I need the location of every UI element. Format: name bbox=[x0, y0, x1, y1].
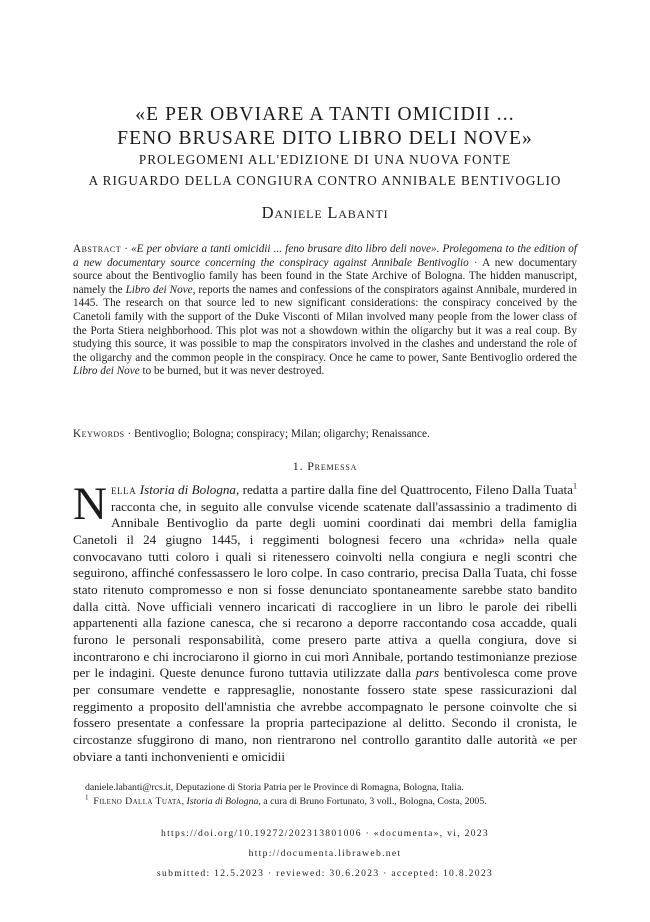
footnote-ref-1[interactable]: 1 bbox=[573, 481, 577, 491]
footnote-title: Istoria di Bologna bbox=[186, 796, 259, 807]
footnote-text: , a cura di Bruno Fortunato, 3 voll., Bologna, Costa, 2005. bbox=[258, 796, 487, 807]
body-text-c: bentivolesca come prove per consumare vendette e rappresaglie, nonostante fossero state spese rassicurazioni dal reggimento a proposito dell'amnistia che avrebbe accompagnato le persone coinvolte che si fossero presentate a confessare la propria partecipazione al delitto. Secondo il cronista, le circostanze sfuggirono di mano, non rientrarono nel controllo garantito dalle autorità «e per obviare a tanti inchonvenienti e omicidii bbox=[73, 665, 578, 764]
article-subtitle-line-1: PROLEGOMENI ALL'EDIZIONE DI UNA NUOVA FONTE bbox=[138, 152, 512, 167]
footer-dates: submitted: 12.5.2023 · reviewed: 30.6.2023 · accepted: 10.8.2023 bbox=[156, 868, 494, 879]
footnote-1 bbox=[73, 795, 577, 809]
abstract-italic-c: Libro dei Nove bbox=[73, 365, 140, 378]
body-italic-title: Istoria di Bologna bbox=[136, 482, 236, 497]
body-first-word-rest: ella bbox=[110, 482, 137, 497]
footnote-sep: , bbox=[181, 796, 187, 807]
abstract-translated-title: «E per obviare a tanti omicidii ... feno brusare dito libro deli nove». Prolegomena to the edition of a new documentary source concerning the conspiracy against Annibale Bentivoglio bbox=[73, 243, 577, 269]
body-text-b: racconta che, in seguito alle convulse vicende scatenate dall'assassinio a tradimento di Annibale Bentivoglio da parte degli uomini coordinati dai membri della famiglia Canetoli il 24 giugno 1445, i reggimenti bolognesi fecero una «chrida» nella quale convocavano tutti coloro i quali si ritenessero coinvolti nella congiura e negli scontri che seguirono, affinché confessassero le loro colpe. In caso contrario, precisa Dalla Tuata, chi fosse stato ritenuto compromesso e non si fosse denunciato spontaneamente sarebbe stato bandito dalla città. Nove ufficiali vennero incaricati di raccogliere in un libro le parole dei ribelli appartenenti alla fazione canesca, che si recarono a deporre raccontando cosa accadde, quali furono le personali responsabilità, come presero parte attiva a quella congiura, dove si incontrarono e chi incrociarono il giorno in cui morì Annibale, portando testimonianze preziose per le indagini. Queste denunce furono tuttavia utilizzate dalla bbox=[73, 498, 577, 681]
abstract-text-a: · A new documentary source about the Bentivoglio family has been found in the State Archive of Bologna. The hidden manuscript, namely the bbox=[73, 256, 577, 296]
section-heading bbox=[0, 460, 650, 472]
keywords bbox=[73, 428, 577, 442]
article-title-line-2: FENO BRUSARE DITO LIBRO DELI NOVE» bbox=[117, 128, 533, 149]
section-number: 1. bbox=[292, 459, 308, 473]
body-italic-pars: pars bbox=[415, 665, 440, 681]
article-title-line-1: «E PER OBVIARE A TANTI OMICIDII ... bbox=[135, 104, 515, 125]
keywords-label: Keywords bbox=[73, 428, 125, 440]
article-subtitle-line-2: A RIGUARDO DELLA CONGIURA CONTRO ANNIBALE BENTIVOGLIO bbox=[88, 173, 562, 188]
footnotes bbox=[73, 781, 577, 809]
body-text-a: , redatta a partire dalla fine del Quattrocento, Fileno Dalla Tuata bbox=[235, 482, 573, 497]
author-name bbox=[0, 205, 650, 222]
body-text bbox=[73, 478, 578, 765]
footer-url[interactable]: http://documenta.libraweb.net bbox=[248, 848, 402, 859]
abstract-label: Abstract bbox=[73, 243, 122, 255]
abstract bbox=[73, 243, 577, 379]
keywords-text: · Bentivoglio; Bologna; conspiracy; Milan; oligarchy; Renaissance. bbox=[124, 428, 430, 440]
footer-doi[interactable]: https://doi.org/10.19272/202313801006 · «documenta», vi, 2023 bbox=[160, 828, 489, 839]
abstract-text-c: to be burned, but it was never destroyed. bbox=[139, 365, 325, 378]
author-affiliation: daniele.labanti@rcs.it, Deputazione di Storia Patria per le Province di Romagna, Bologna, Italia. bbox=[85, 782, 464, 793]
footnote-author: Fileno Dalla Tuata bbox=[93, 796, 182, 807]
drop-cap: N bbox=[73, 478, 107, 530]
section-title: Premessa bbox=[307, 459, 358, 473]
abstract-text-b: reports the names and confessions of the conspirators against Annibale, murdered in 1445. The research on that source led to new significant considerations: the conspiracy conceived by the Canetoli family with the support of the Duke Visconti of Milan involved many people from the lower class of the Porta Stiera neighborhood. This plot was not a showdown within the oligarchy but it was a real coup. By studying this source, it was possible to map the conspirators involved in the clashes and understand the role of the oligarchy and the common people in the conspiracy. Once he came to power, Sante Bentivoglio ordered the bbox=[73, 283, 577, 364]
author-name-text: Daniele Labanti bbox=[261, 203, 389, 222]
footnote-number: 1 bbox=[85, 793, 89, 802]
abstract-italic-b: Libro dei Nove, bbox=[125, 283, 196, 296]
abstract-separator: · bbox=[121, 243, 132, 255]
